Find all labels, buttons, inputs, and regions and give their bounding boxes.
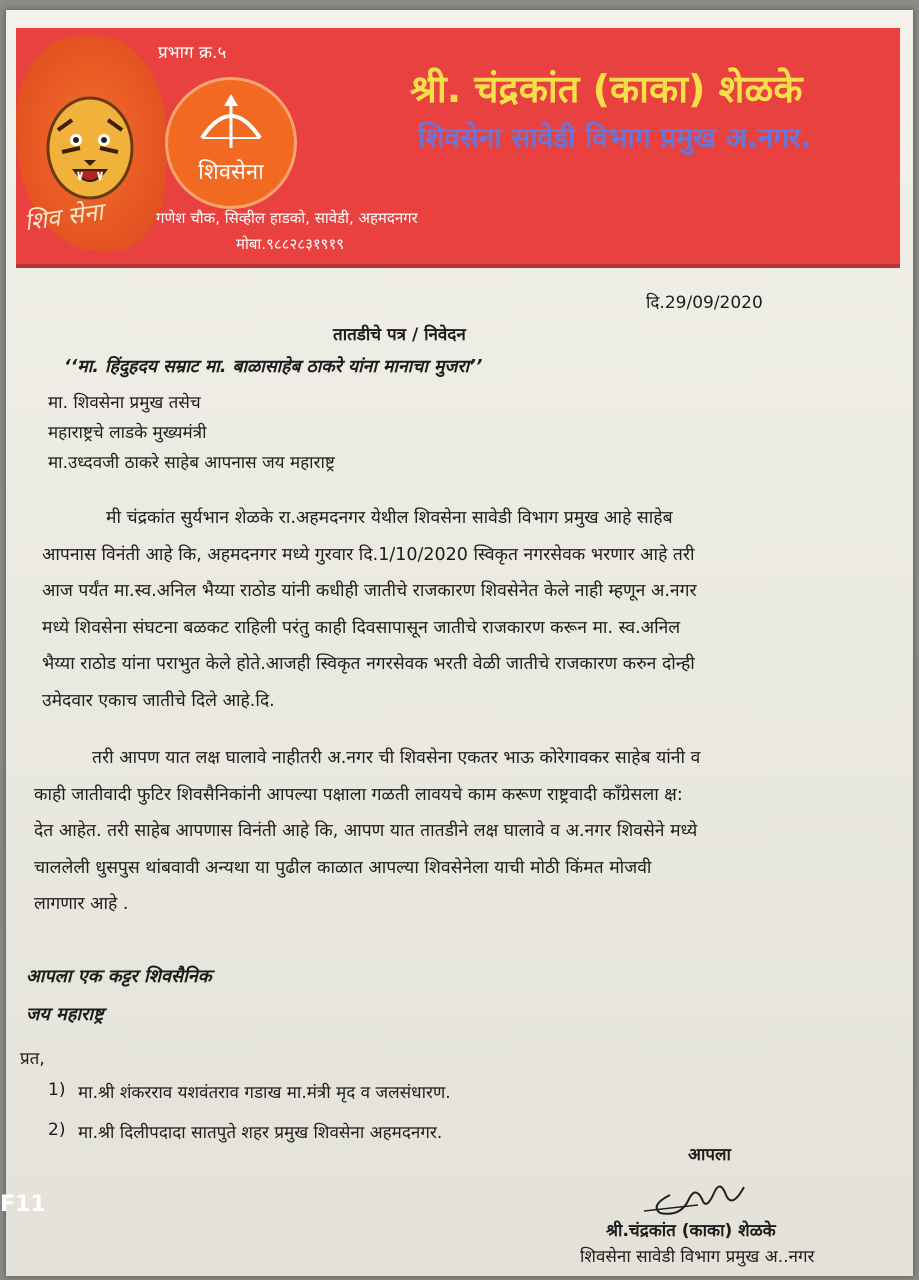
letterhead-designation: शिवसेना सावेडी विभाग प्रमुख अ.नगर. bbox=[418, 121, 812, 154]
paragraph-line: काही जातीवादी फुटिर शिवसैनिकांनी आपल्या पक्षाला गळती लावयचे काम करूण राष्ट्रवादी काँग्रेसला क्ष: bbox=[34, 784, 683, 805]
paragraph-line: उमेदवार एकाच जातीचे दिले आहे.दि. bbox=[42, 690, 275, 711]
recipient-line: महाराष्ट्रचे लाडके मुख्यमंत्री bbox=[48, 423, 207, 443]
letterhead-address: गणेश चौक, सिव्हील हाडको, सावेडी, अहमदनगर bbox=[156, 209, 418, 227]
paragraph-line: आज पर्यंत मा.स्व.अनिल भैय्या राठोड यांनी कधीही जातीचे राजकारण शिवसेनेत केले नाही म्हणून अ.नगर bbox=[42, 581, 697, 601]
paragraph-line: तरी आपण यात लक्ष घालावे नाहीतरी अ.नगर ची शिवसेना एकतर भाऊ कोरेगावकर साहेब यांनी व bbox=[92, 748, 701, 768]
f11-overlay-label: F11 bbox=[0, 1192, 46, 1217]
logo-text: शिवसेना bbox=[198, 160, 264, 185]
closing-line: आपला एक कट्टर शिवसैनिक bbox=[26, 966, 212, 987]
tiger-emblem-icon bbox=[40, 90, 140, 205]
paragraph-line: मी चंद्रकांत सुर्यभान शेळके रा.अहमदनगर येथील शिवसेना सावेडी विभाग प्रमुख आहे साहेब bbox=[106, 508, 673, 528]
recipient-line: मा. शिवसेना प्रमुख तसेच bbox=[48, 393, 201, 413]
copy-label: प्रत, bbox=[20, 1049, 45, 1069]
copy-recipient: मा.श्री शंकरराव यशवंतराव गडाख मा.मंत्री मृद व जलसंधारण. bbox=[78, 1083, 451, 1103]
letterhead-mobile: मोबा.९८८२८३१९१९ bbox=[236, 235, 345, 253]
signature-designation: शिवसेना सावेडी विभाग प्रमुख अ..नगर bbox=[580, 1247, 815, 1267]
bow-arrow-icon bbox=[196, 92, 266, 156]
paragraph-line: भैय्या राठोड यांना पराभुत केले होते.आजही स्विकृत नगरसेवक भरती वेळी जातीचे राजकारण करुन दोन्ही bbox=[42, 654, 695, 674]
letter-date: दि.29/09/2020 bbox=[646, 293, 763, 313]
paragraph-2 bbox=[34, 740, 700, 923]
copy-number: 2) bbox=[48, 1120, 66, 1140]
shiv-sena-script-text: शिव सेना bbox=[22, 197, 105, 237]
closing-jai-maharashtra: जय महाराष्ट्र bbox=[26, 1004, 104, 1025]
paragraph-line: चाललेली धुसपुस थांबवावी अन्यथा या पुढील काळात आपल्या शिवसेनेला याची मोठी किंमत मोजवी bbox=[34, 857, 652, 878]
paragraph-line: आपनास विनंती आहे कि, अहमदनगर मध्ये गुरवार दि.1/10/2020 स्विकृत नगरसेवक भरणार आहे तरी bbox=[42, 544, 695, 565]
paragraph-line: मध्ये शिवसेना संघटना बळकट राहिली परंतु काही दिवसापासून जातीचे राजकारण करून मा. स्व.अनिल bbox=[42, 617, 681, 638]
ward-number: प्रभाग क्र.५ bbox=[158, 43, 227, 63]
signature-name: श्री.चंद्रकांत (काका) शेळके bbox=[606, 1221, 776, 1241]
letter-subject: तातडीचे पत्र / निवेदन bbox=[333, 325, 466, 345]
recipient-line: मा.उध्दवजी ठाकरे साहेब आपनास जय महाराष्ट्र bbox=[48, 453, 335, 473]
shivsena-logo bbox=[168, 80, 294, 206]
paragraph-line: लागणार आहे . bbox=[34, 894, 129, 914]
copy-number: 1) bbox=[48, 1080, 66, 1100]
letterhead-name: श्री. चंद्रकांत (काका) शेळके bbox=[410, 67, 803, 111]
paragraph-1 bbox=[42, 500, 697, 719]
paragraph-line: देत आहेत. तरी साहेब आपणास विनंती आहे कि, आपण यात तातडीने लक्ष घालावे व अ.नगर शिवसेने मध्ये bbox=[34, 821, 698, 841]
signature-scribble-icon bbox=[640, 1165, 760, 1219]
signature-yours: आपला bbox=[688, 1145, 731, 1165]
copy-recipient: मा.श्री दिलीपदादा सातपुते शहर प्रमुख शिवसेना अहमदनगर. bbox=[78, 1123, 443, 1143]
letter-heading: ‘‘मा. हिंदुहदय सम्राट मा. बाळासाहेब ठाकरे यांना मानाचा मुजरा’’ bbox=[64, 357, 483, 377]
